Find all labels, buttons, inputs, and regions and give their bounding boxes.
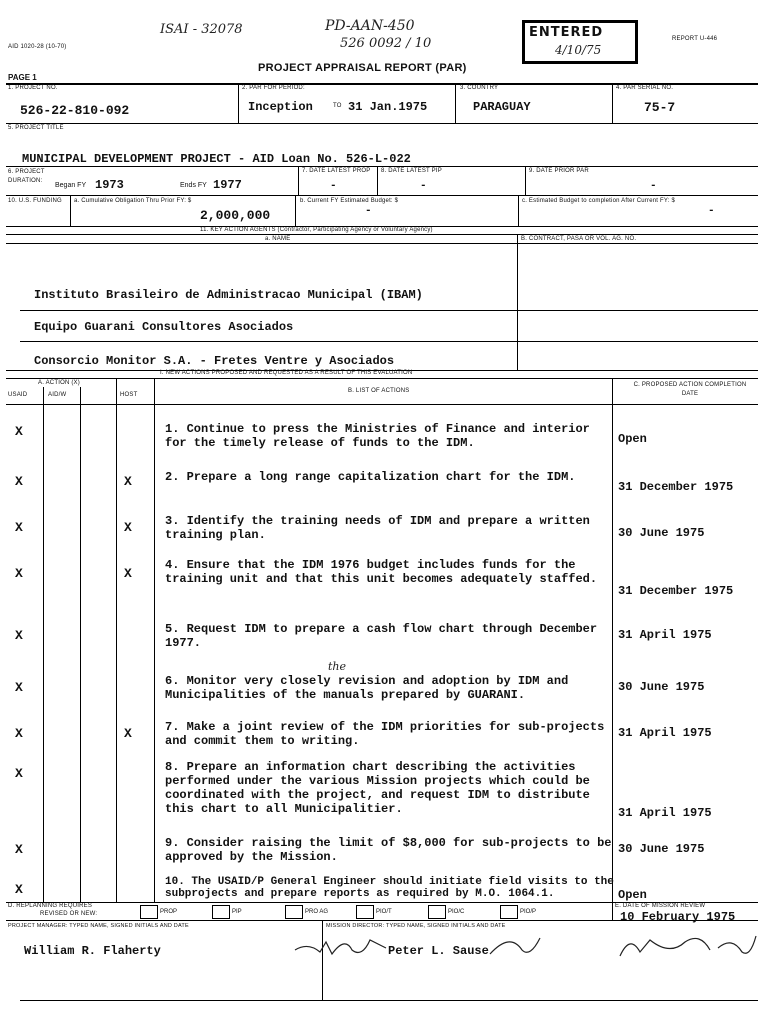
rule [6,243,758,244]
project-title-label: 5. PROJECT TITLE [8,125,64,131]
action-item-text: 4. Ensure that the IDM 1976 budget includes funds for the training unit and that this unit becomes adequately staffed. [165,558,598,586]
serial-label: 4. PAR SERIAL NO. [616,85,674,91]
hand-note-number: 526 0092 / 10 [340,36,432,51]
usaid-mark: X [15,520,23,535]
action-item-text: 10. The USAID/P General Engineer should initiate field visits to the subprojects and prepare reports as required by M.O. 1064.1. [165,876,614,900]
action-col-label: A. ACTION (X) [38,380,80,386]
agent-name: Consorcio Monitor S.A. - Fretes Ventre y Asociados [34,354,395,368]
col-aidw: AID/W [48,392,67,398]
manager-name: William R. Flaherty [24,944,161,958]
rule [154,378,155,902]
project-no-label: 1. PROJECT NO. [8,85,58,91]
host-mark: X [124,726,132,741]
prior-par-value: - [650,180,657,192]
form-id: AID 1020-28 (10-70) [8,44,67,50]
host-mark: X [124,474,132,489]
project-no-value: 526-22-810-092 [20,103,130,118]
action-item-date: 31 December 1975 [618,584,734,598]
action-item-text: 1. Continue to press the Ministries of Finance and interior for the timely release of funds to the IDM. [165,422,590,450]
ends-value: 1977 [213,178,242,192]
revised-label: REVISED OR NEW: [40,911,98,917]
action-item-date: 31 April 1975 [618,628,712,642]
action-item-date: 30 June 1975 [618,842,705,856]
report-code: REPORT U-446 [672,36,718,42]
rule [377,166,378,195]
rule [298,166,299,195]
rule [6,166,758,167]
action-item-date: 31 December 1975 [618,480,734,494]
host-mark: X [124,566,132,581]
usaid-mark: X [15,882,23,897]
rule [20,341,758,342]
usaid-mark: X [15,766,23,781]
pio-t-checkbox[interactable]: PIO/T [356,905,392,919]
rule [20,1000,758,1001]
action-item-text: 5. Request IDM to prepare a cash flow chart through December 1977. [165,622,598,650]
rule [80,387,81,902]
usaid-mark: X [15,842,23,857]
estimated-budget-label: c. Estimated Budget to completion After Current FY: $ [522,198,676,204]
rule [517,234,518,370]
serial-value: 75-7 [644,100,676,115]
stamp-date: 4/10/75 [555,43,602,57]
stamp-label: ENTERED [529,25,604,40]
usaid-mark: X [15,726,23,741]
hand-note-doc: PD-AAN-450 [325,18,415,34]
rule [116,378,117,902]
rule [525,166,526,195]
current-budget-label: b. Current FY Estimated Budget: $ [300,198,399,204]
project-title-value: MUNICIPAL DEVELOPMENT PROJECT - AID Loan No. 526-L-022 [22,152,411,166]
completion-col-label: C. PROPOSED ACTION COMPLETION DATE [633,382,747,397]
action-item-text: 8. Prepare an information chart describing the activities performed under the various Mission projects which could be coordinated with the project, and request IDM to distribute this chart to all Municipalitier. [165,760,590,816]
col-usaid: USAID [8,392,28,398]
action-item-text: 7. Make a joint review of the IDM priorities for sub-projects and commit them to writing. [165,720,605,748]
actions-section-title: I. NEW ACTIONS PROPOSED AND REQUESTED AS A RESULT OF THIS EVALUATION [160,370,413,376]
rule [6,234,758,235]
action-item-date: 31 April 1975 [618,806,712,820]
agents-section-label: 11. KEY ACTION AGENTS (Contractor, Participating Agency or Voluntary Agency) [200,227,433,233]
period-to: 31 Jan.1975 [348,100,428,114]
period-from: Inception [248,100,313,114]
country-value: PARAGUAY [473,100,531,114]
review-date-label: E. DATE OF MISSION REVIEW [615,903,706,909]
prior-par-label: 9. DATE PRIOR PAR [529,168,589,174]
began-label: Began FY [55,182,87,189]
pip-label: 8. DATE LATEST PIP [381,168,442,174]
rule [612,83,613,123]
rule [6,404,758,405]
began-value: 1973 [95,178,124,192]
estimated-budget-value: - [708,205,715,217]
action-item-date: Open [618,888,647,902]
prop-checkbox[interactable]: PROP [140,905,177,919]
cumulative-value: 2,000,000 [200,208,271,223]
rule [455,83,456,123]
rule [70,195,71,226]
pip-checkbox[interactable]: PIP [212,905,242,919]
manager-signature-scribble [290,928,400,962]
rule [518,195,519,226]
action-item-date: 30 June 1975 [618,526,705,540]
director-name: Peter L. Sause [388,944,489,958]
prop-value: - [330,180,337,192]
rule [20,310,758,311]
agents-contract-label: B. CONTRACT, PASA OR VOL. AG. NO. [521,236,637,242]
current-budget-value: - [365,205,372,217]
action-item-text: 9. Consider raising the limit of $8,000 for sub-projects to be approved by the Mission. [165,836,612,864]
replanning-label: D. REPLANNING REQUIRES [8,903,93,909]
duration-label: 6. PROJECT DURATION: [8,169,45,184]
page-number: PAGE 1 [8,73,37,82]
rule [6,378,758,379]
agents-name-label: a. NAME [265,236,291,242]
report-title: PROJECT APPRAISAL REPORT (PAR) [258,62,467,74]
action-item-date: Open [618,432,647,446]
col-host: HOST [120,392,138,398]
period-label: 2. PAR FOR PERIOD: [242,85,305,91]
director-signature-scribble [470,928,760,962]
pio-p-checkbox[interactable]: PIO/P [500,905,536,919]
review-date-value: 10 February 1975 [620,910,736,924]
usaid-mark: X [15,424,23,439]
rule [6,123,758,124]
rule [295,195,296,226]
period-to-label: TO [333,103,342,109]
pip-value: - [420,180,427,192]
ends-label: Ends FY [180,182,207,189]
entered-stamp [522,20,638,64]
prop-label: 7. DATE LATEST PROP [302,168,371,174]
action-item-text: 3. Identify the training needs of IDM and prepare a written training plan. [165,514,590,542]
agent-name: Instituto Brasileiro de Administracao Municipal (IBAM) [34,288,423,302]
usaid-mark: X [15,474,23,489]
pro-ag-checkbox[interactable]: PRO AG [285,905,328,919]
country-label: 3. COUNTRY [460,85,499,91]
hand-note-id: ISAI - 32078 [160,22,243,37]
rule [6,195,758,196]
rule [238,83,239,123]
action-item-text: 2. Prepare a long range capitalization chart for the IDM. [165,470,576,484]
manager-label: PROJECT MANAGER: TYPED NAME, SIGNED INITIALS AND DATE [8,923,189,929]
action-item-date: 30 June 1975 [618,680,705,694]
agent-name: Equipo Guarani Consultores Asociados [34,320,294,334]
usaid-mark: X [15,566,23,581]
director-label: MISSION DIRECTOR: TYPED NAME, SIGNED INITIALS AND DATE [326,923,506,929]
usaid-mark: X [15,680,23,695]
cumulative-label: a. Cumulative Obligation Thru Prior FY: $ [74,198,192,204]
host-mark: X [124,520,132,535]
funding-label: 10. U.S. FUNDING [8,198,62,204]
rule [43,387,44,902]
action-item-text: 6. Monitor very closely revision and adoption by IDM and Municipalities of the manuals prepared by GUARANI. [165,674,569,702]
pio-c-checkbox[interactable]: PIO/C [428,905,464,919]
list-col-label: B. LIST OF ACTIONS [348,388,410,394]
insertion-note: the [328,660,347,673]
action-item-date: 31 April 1975 [618,726,712,740]
usaid-mark: X [15,628,23,643]
